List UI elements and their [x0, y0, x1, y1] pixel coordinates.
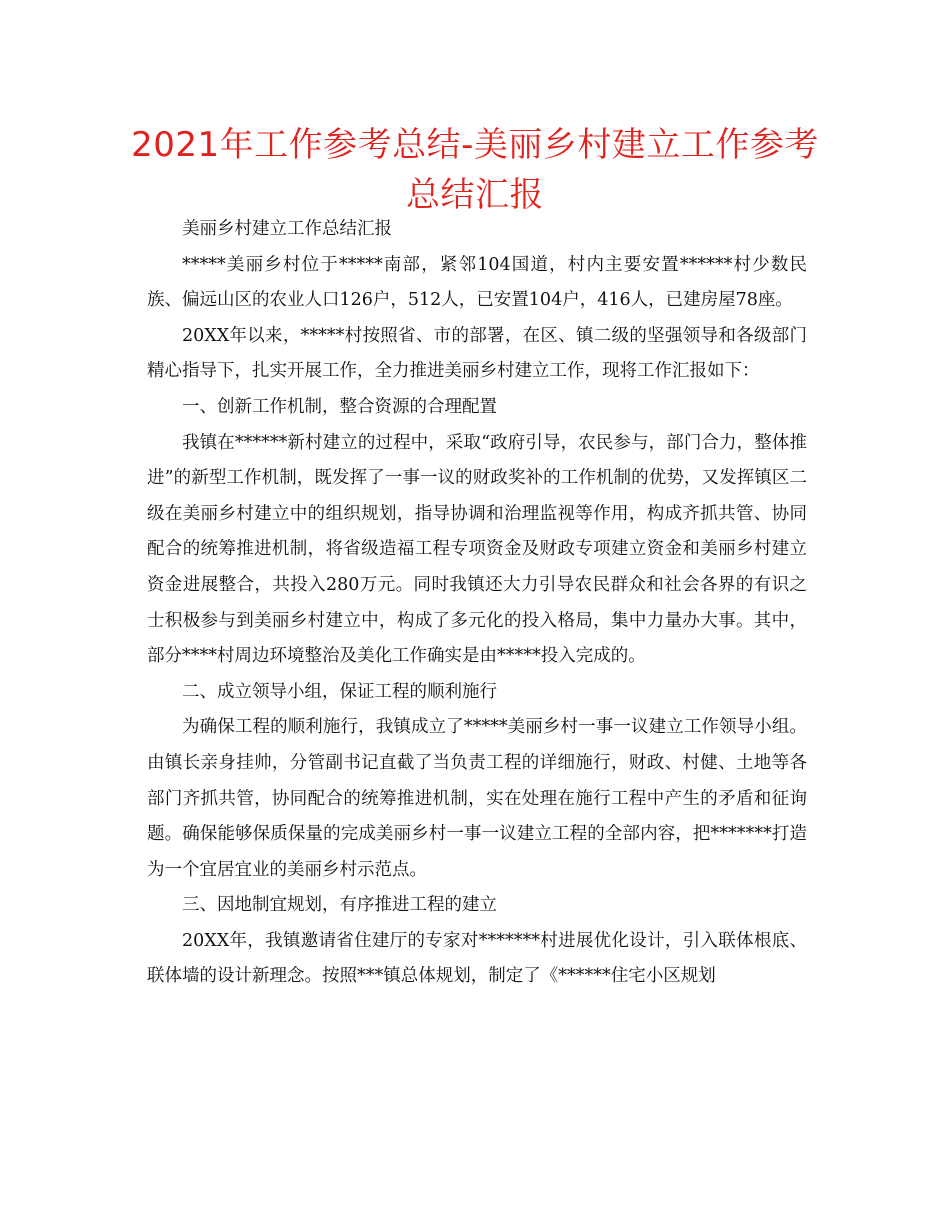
paragraph-section-3: 20XX年，我镇邀请省住建厅的专家对*******村进展优化设计，引入联体根底、联体墙的设计新理念。按照***镇总体规划，制定了《******住宅小区规划 [147, 930, 807, 987]
paragraph-intro: 20XX年以来，*****村按照省、市的部署，在区、镇二级的坚强领导和各级部门精心指导下，扎实开展工作，全力推进美丽乡村建立工作，现将工作汇报如下： [147, 325, 807, 382]
document-body [147, 212, 807, 995]
section-heading-2: 二、成立领导小组，保证工程的顺利施行 [182, 681, 497, 702]
section-heading-3: 三、因地制宜规划，有序推进工程的建立 [182, 895, 497, 916]
paragraph-location: *****美丽乡村位于*****南部，紧邻104国道，村内主要安置******村少数民族、偏远山区的农业人口126户，512人，已安置104户，416人，已建房屋78座。 [147, 254, 807, 311]
paragraph-subtitle: 美丽乡村建立工作总结汇报 [182, 219, 392, 239]
paragraph-section-2: 为确保工程的顺利施行，我镇成立了*****美丽乡村一事一议建立工作领导小组。由镇长亲身挂帅，分管副书记直截了当负责工程的详细施行，财政、村健、土地等各部门齐抓共管，协同配合的统筹推进机制，实在处理在施行工程中产生的矛盾和征询题。确保能够保质保量的完成美丽乡村一事一议建立工程的全部内容，把*******打造为一个宜居宜业的美丽乡村示范点。 [147, 717, 807, 880]
paragraph-section-1: 我镇在******新村建立的过程中，采取“政府引导，农民参与，部门合力，整体推进”的新型工作机制，既发挥了一事一议的财政奖补的工作机制的优势，又发挥镇区二级在美丽乡村建立中的组织规划，指导协调和治理监视等作用，构成齐抓共管、协同配合的统筹推进机制，将省级造福工程专项资金及财政专项建立资金和美丽乡村建立资金进展整合，共投入280万元。同时我镇还大力引导农民群众和社会各界的有识之士积极参与到美丽乡村建立中，构成了多元化的投入格局，集中力量办大事。其中，部分****村周边环境整治及美化工作确实是由*****投入完成的。 [147, 432, 807, 667]
section-heading-1: 一、创新工作机制，整合资源的合理配置 [182, 396, 497, 417]
document-title: 2021年工作参考总结-美丽乡村建立工作参考总结汇报 [131, 125, 819, 215]
